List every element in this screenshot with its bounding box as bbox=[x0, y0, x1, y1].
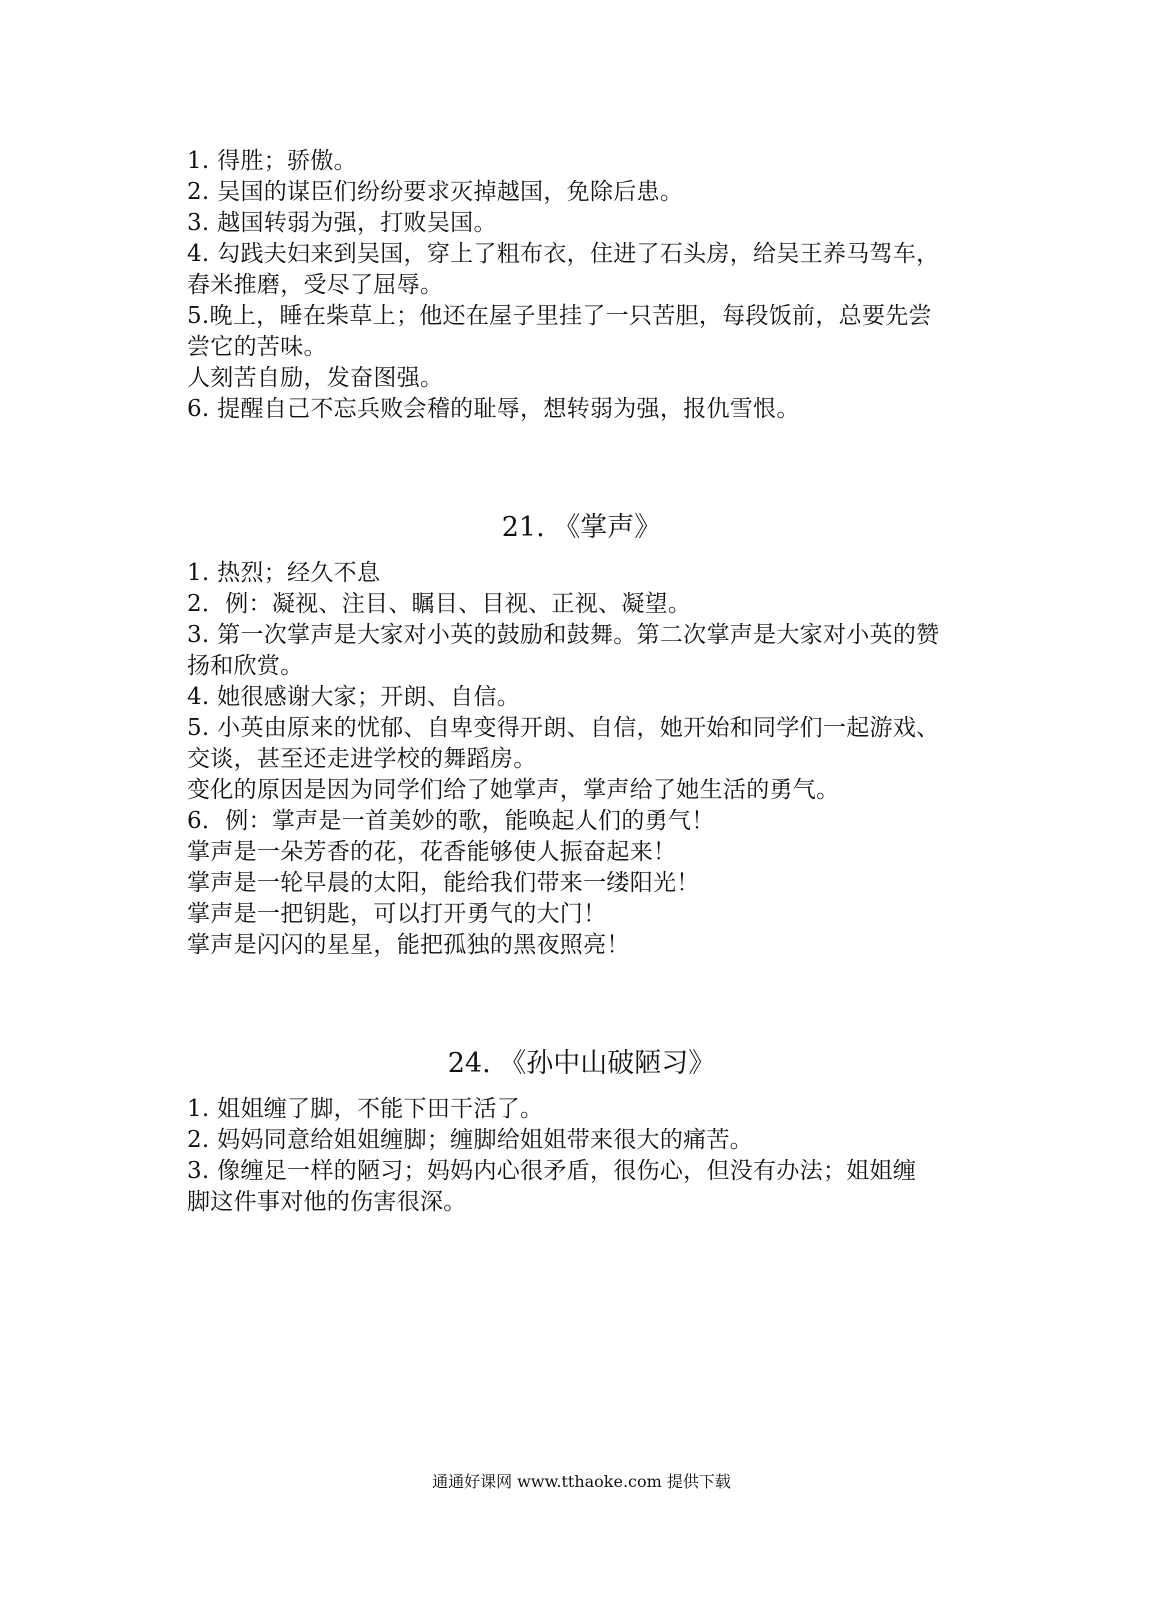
answer-line: 脚这件事对他的伤害很深。 bbox=[187, 1189, 467, 1215]
answer-line: 掌声是一把钥匙，可以打开勇气的大门！ bbox=[187, 901, 607, 927]
answer-line: 4. 勾践夫妇来到吴国，穿上了粗布衣，住进了石头房，给吴王养马驾车， bbox=[187, 241, 940, 267]
answer-line: 掌声是闪闪的星星，能把孤独的黑夜照亮！ bbox=[187, 932, 630, 958]
answer-line: 掌声是一朵芳香的花，花香能够使人振奋起来！ bbox=[187, 839, 677, 865]
answer-line: 1. 得胜；骄傲。 bbox=[187, 148, 357, 174]
answer-line: 人刻苦自励，发奋图强。 bbox=[187, 365, 444, 391]
answer-line: 2. 妈妈同意给姐姐缠脚；缠脚给姐姐带来很大的痛苦。 bbox=[187, 1127, 754, 1153]
answer-line: 交谈，甚至还走进学校的舞蹈房。 bbox=[187, 746, 537, 772]
answer-line: 1. 热烈；经久不息 bbox=[187, 560, 381, 586]
answer-line: 3. 像缠足一样的陋习；妈妈内心很矛盾，很伤心，但没有办法；姐姐缠 bbox=[187, 1158, 917, 1184]
answer-line: 尝它的苦味。 bbox=[187, 334, 327, 360]
answer-line: 舂米推磨，受尽了屈辱。 bbox=[187, 272, 444, 298]
answer-section-2 bbox=[187, 558, 977, 961]
answer-line: 3. 第一次掌声是大家对小英的鼓励和鼓舞。第二次掌声是大家对小英的赞 bbox=[187, 622, 940, 648]
answer-section-3 bbox=[187, 1094, 977, 1218]
answer-line: 2. 吴国的谋臣们纷纷要求灭掉越国，免除后患。 bbox=[187, 179, 684, 205]
answer-line: 6. 提醒自己不忘兵败会稽的耻辱，想转弱为强，报仇雪恨。 bbox=[187, 396, 800, 422]
answer-line: 1. 姐姐缠了脚，不能下田干活了。 bbox=[187, 1096, 544, 1122]
answer-line: 扬和欣赏。 bbox=[187, 653, 304, 679]
answer-line: 3. 越国转弱为强，打败吴国。 bbox=[187, 210, 497, 236]
page-footer: 通通好课网 www.tthaoke.com 提供下载 bbox=[432, 1472, 731, 1491]
section-heading-sunzhongshan: 24. 《孙中山破陋习》 bbox=[447, 1048, 716, 1079]
answer-line: 4. 她很感谢大家；开朗、自信。 bbox=[187, 684, 521, 710]
answer-line: 掌声是一轮早晨的太阳，能给我们带来一缕阳光！ bbox=[187, 870, 700, 896]
answer-section-1 bbox=[187, 146, 977, 425]
answer-line: 2．例：凝视、注目、瞩目、目视、正视、凝望。 bbox=[187, 591, 692, 617]
section-heading-zhangsheng: 21. 《掌声》 bbox=[501, 512, 662, 543]
answer-line: 5. 小英由原来的忧郁、自卑变得开朗、自信，她开始和同学们一起游戏、 bbox=[187, 715, 940, 741]
answer-line: 变化的原因是因为同学们给了她掌声，掌声给了她生活的勇气。 bbox=[187, 777, 840, 803]
answer-line: 6．例：掌声是一首美妙的歌，能唤起人们的勇气！ bbox=[187, 808, 715, 834]
answer-line: 5.晚上，睡在柴草上；他还在屋子里挂了一只苦胆，每段饭前，总要先尝 bbox=[187, 303, 932, 329]
